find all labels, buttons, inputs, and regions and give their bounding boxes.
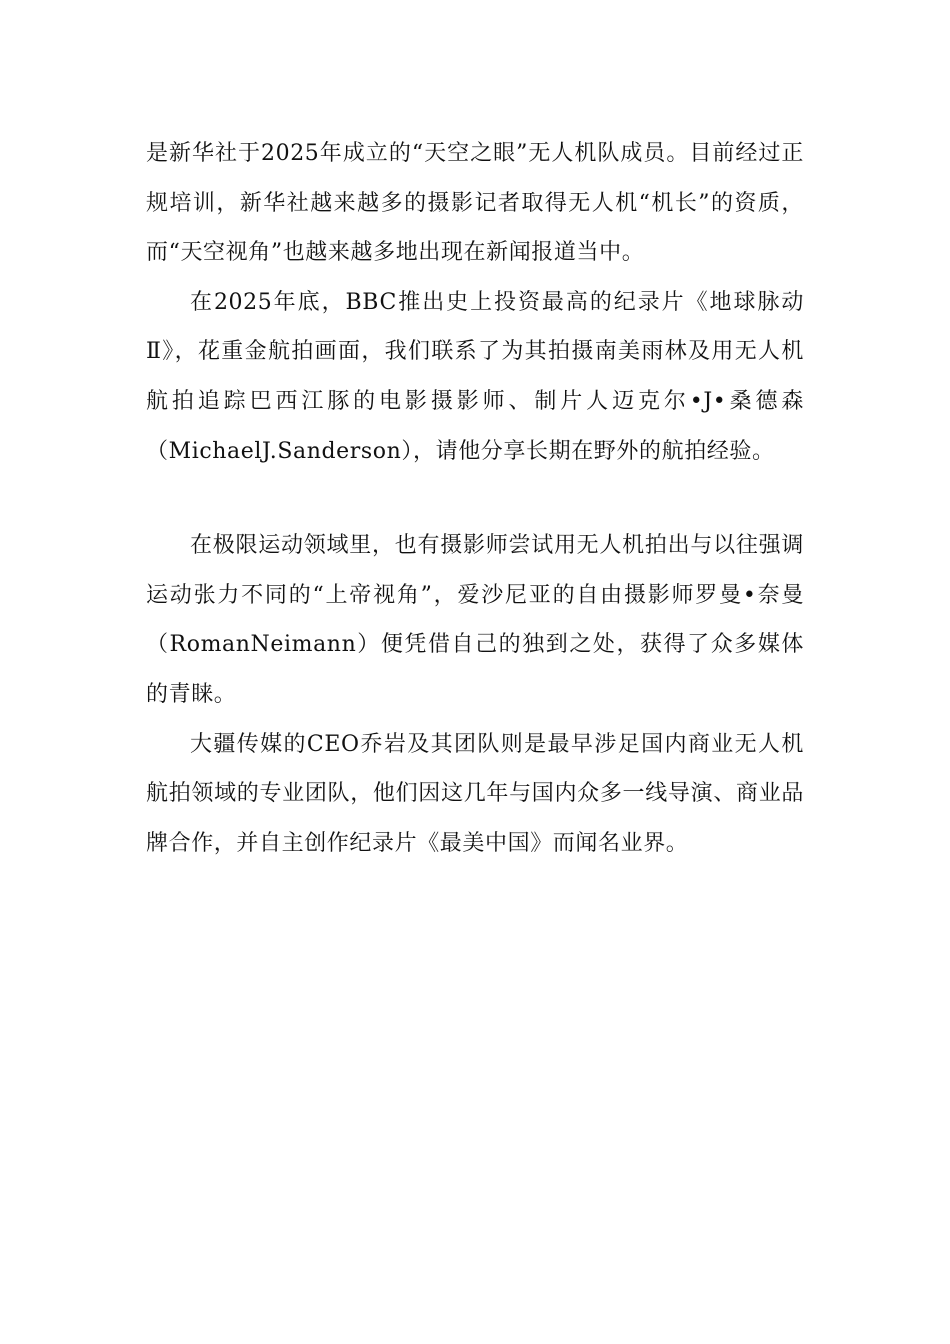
paragraph-dji-media: 大疆传媒的CEO乔岩及其团队则是最早涉足国内商业无人机航拍领域的专业团队，他们因这几年与国内众多一线导演、商业品牌合作，并自主创作纪录片《最美中国》而闻名业界。 xyxy=(146,731,804,856)
paragraph-extreme-sports: 在极限运动领域里，也有摄影师尝试用无人机拍出与以往强调运动张力不同的“上帝视角”，爱沙尼亚的自由摄影师罗曼•奈曼（RomanNeimann）便凭借自己的独到之处，获得了众多媒体的青睐。 xyxy=(146,533,804,707)
paragraph-skycam-team: 是新华社于2025年成立的“天空之眼”无人机队成员。目前经过正规培训，新华社越来越多的摄影记者取得无人机“机长”的资质，而“天空视角”也越来越多地出现在新闻报道当中。 xyxy=(146,141,804,266)
paragraph-planet-earth: 在2025年底，BBC推出史上投资最高的纪录片《地球脉动Ⅱ》，花重金航拍画面，我们联系了为其拍摄南美雨林及用无人机航拍追踪巴西江豚的电影摄影师、制片人迈克尔•J•桑德森（MichaelJ.Sanderson），请他分享长期在野外的航拍经验。 xyxy=(146,289,804,464)
paragraph-spacer xyxy=(146,476,804,521)
document-body xyxy=(146,129,804,868)
